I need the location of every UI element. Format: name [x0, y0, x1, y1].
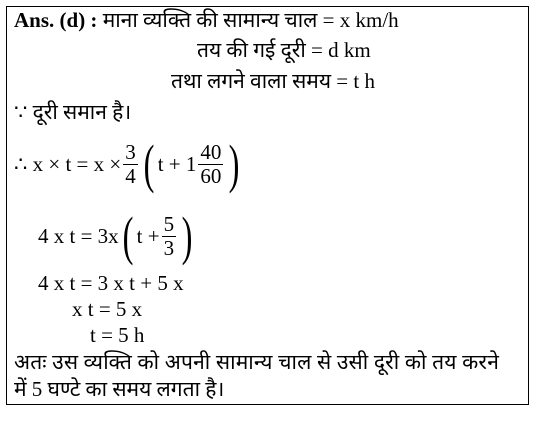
left-parenthesis: (: [143, 134, 155, 194]
fraction-denominator: 4: [125, 163, 136, 188]
equation-line-3: 4 x t = 3 x t + 5 x: [38, 271, 184, 295]
equation-line-1: [14, 133, 243, 195]
speed-assumption: माना व्यक्ति की सामान्य चाल = x km/h: [102, 8, 399, 32]
fraction-denominator: 3: [163, 235, 175, 260]
distance-assumption: तय की गई दूरी = d km: [197, 38, 371, 62]
right-parenthesis: ): [181, 206, 193, 266]
equation-line-4: x t = 5 x: [72, 297, 143, 321]
equation-line-2: [38, 205, 196, 267]
answer-label: Ans. (d) :: [14, 8, 98, 32]
fraction-three-quarters: [123, 141, 138, 188]
time-assumption: तथा लगने वाला समय = t h: [171, 69, 375, 93]
equation-2-inner: t +: [136, 223, 160, 248]
right-parenthesis: ): [229, 134, 240, 194]
equation-line-5: t = 5 h: [90, 323, 145, 347]
fraction-five-thirds: [162, 213, 177, 260]
cut-off-text-remnant: [90, 406, 530, 414]
answer-line-1: [14, 8, 399, 32]
equation-1-prefix: ∴ x × t = x ×: [14, 151, 122, 176]
distance-same-statement: ∵ दूरी समान है।: [14, 100, 132, 124]
left-parenthesis: (: [122, 206, 134, 266]
equation-2-prefix: 4 x t = 3x: [38, 223, 119, 248]
fraction-numerator: 40: [200, 139, 222, 164]
fraction-denominator: 60: [200, 163, 222, 188]
fraction-numerator: 5: [163, 211, 175, 236]
conclusion-line-1: अतः उस व्यक्ति को अपनी सामान्य चाल से उसी दूरी को तय करने: [14, 350, 500, 374]
fraction-numerator: 3: [125, 139, 136, 164]
equation-1-inner: t + 1: [157, 151, 197, 176]
conclusion-line-2: में 5 घण्टे का समय लगता है।: [14, 377, 225, 401]
fraction-forty-sixtieths: [198, 141, 223, 188]
